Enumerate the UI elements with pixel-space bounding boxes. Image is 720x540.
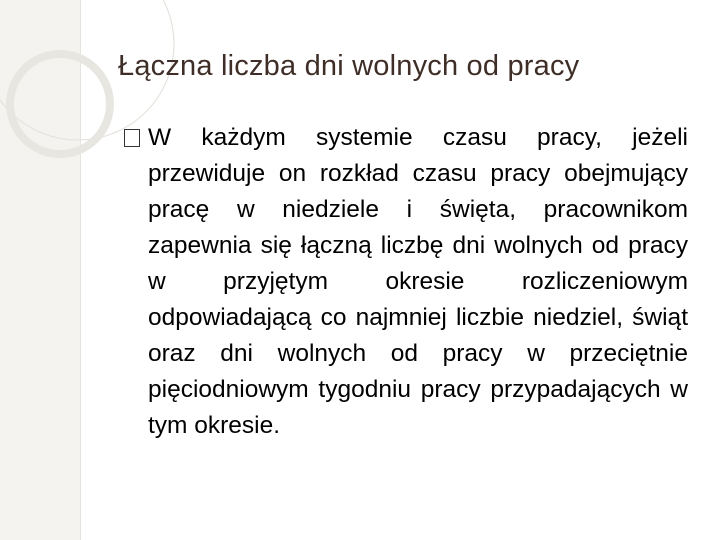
bullet-text: W każdym systemie czasu pracy, jeżeli przewiduje on rozkład czasu pracy obejmujący pracę w niedziele i święta, pracownikom zapewnia się łączną liczbę dni wolnych od pracy w przyjętym okresie rozliczeniowym odpowiadającą co najmniej liczbie niedziel, świąt oraz dni wolnych od pracy w przeciętnie pięciodniowym tygodniu pracy przypadających w tym okresie. (148, 124, 688, 439)
slide-title: Łączna liczba dni wolnych od pracy (118, 50, 580, 82)
slide-content (124, 120, 688, 444)
bullet-box-icon (124, 129, 140, 147)
deco-circle-small (10, 54, 110, 154)
bullet-item (124, 120, 688, 444)
